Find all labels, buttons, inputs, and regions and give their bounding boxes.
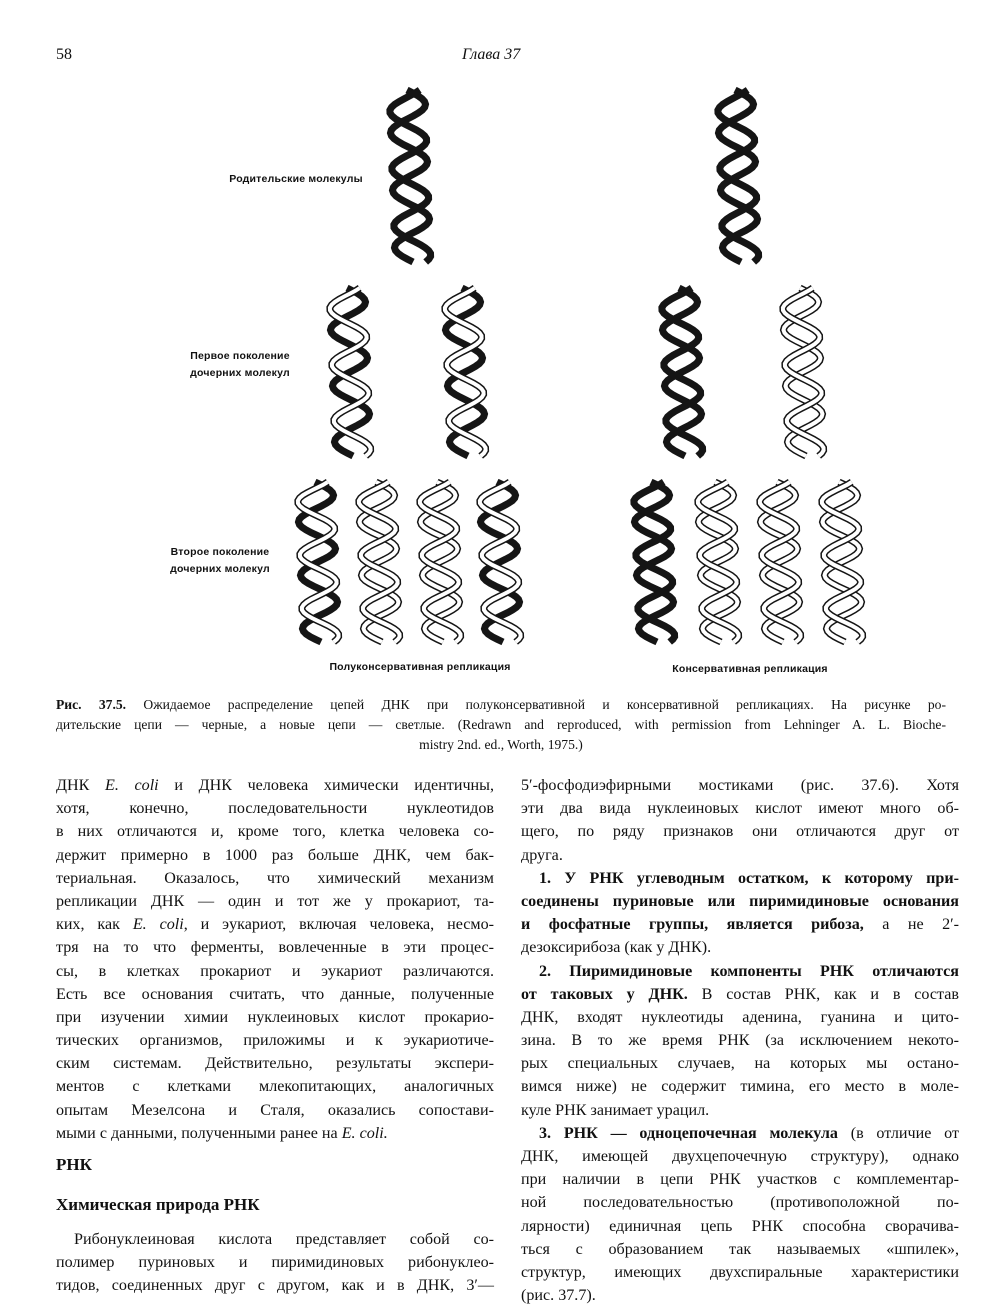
caption-text-1: Ожидаемое распределение цепей ДНК при полуконсервативной и консервативной репликациях. На рисунке ро- — [143, 697, 946, 712]
text-line: ться с образованием так называемых «шпилек», — [521, 1240, 959, 1258]
text-line: держит примерно в 1000 раз больше ДНК, чем бак- — [56, 846, 494, 864]
text-line: 2. Пиримидиновые компоненты РНК отличаются — [539, 962, 959, 980]
helix-parent-semi — [390, 90, 431, 262]
text-line: полимер пуриновых и пиримидиновых рибонуклео- — [56, 1254, 494, 1272]
italic-e-coli: E. coli. — [341, 1124, 388, 1142]
right-column — [521, 774, 959, 1307]
text-line: соединены пуриновые или пиримидиновые основания — [521, 892, 959, 910]
subsection-heading-chemical-nature: Химическая природа РНК — [56, 1195, 260, 1214]
text-line: опытам Мезелсона и Сталя, оказались сопостави- — [56, 1101, 494, 1119]
text-line: ной последовательностью (противоположной по- — [521, 1194, 959, 1212]
helix-gen1-cons-2 — [783, 288, 824, 456]
figure-caption — [56, 695, 946, 755]
text-line: при изучении химии нуклеиновых кислот прокарио- — [56, 1008, 494, 1026]
text-line: репликации ДНК — один и тот же у прокариот, та- — [56, 892, 494, 910]
caption-label: Рис. 37.5. — [56, 697, 127, 712]
dna-helix-diagram — [0, 80, 998, 685]
text-line: 5′-фосфодиэфирными мостиками (рис. 37.6). Хотя — [521, 777, 959, 794]
text-line: рых специальных случаев, на которых мы остано- — [521, 1055, 959, 1073]
bold-fragment: от таковых у ДНК. — [521, 985, 688, 1003]
text-line: ДНК, имеющей двухцепочечную структуру), однако — [521, 1148, 959, 1165]
text-line: ких, как E. coli, и эукариот, включая человека, несмо- — [56, 916, 494, 934]
helix-gen2-cons-3 — [760, 482, 801, 642]
label-parent-molecules: Родительские молекулы — [229, 173, 363, 185]
text-line: ДНК, входят нуклеотиды аденина, гуанина и цито- — [521, 1008, 959, 1026]
text-line: ским системам. Действительно, результаты экспери- — [56, 1055, 494, 1073]
bold-fragment: 3. РНК — одноцепочечная молекула — [539, 1124, 838, 1142]
label-second-generation-line1: Второе поколение — [170, 546, 270, 558]
label-first-generation — [150, 348, 330, 382]
label-first-generation-line2: дочерних молекул — [190, 367, 290, 379]
label-conservative: Консервативная репликация — [672, 663, 828, 675]
text-line: сы, в клетках прокариот и эукариот различаются. — [56, 962, 494, 980]
helix-gen2-semi-3 — [420, 482, 461, 642]
text-line: зина. В то же время РНК (за исключением некото- — [521, 1032, 959, 1050]
text-line: дезоксирибоза (как у ДНК). — [521, 939, 712, 957]
text-line: хотя, конечно, последовательности нуклеотидов — [56, 800, 494, 818]
text-line: 1. У РНК углеводным остатком, к которому при- — [539, 869, 959, 887]
text-line: тря на то что ферменты, вовлеченные в эти процес- — [56, 939, 494, 957]
caption-line-2: дительские цепи — черные, а новые цепи — светлые. (Redrawn and reproduced, with permission from Lehninger A. L. Bioche- — [56, 717, 946, 732]
text-line: 3. РНК — одноцепочечная молекула (в отличие от — [539, 1124, 959, 1142]
helix-gen2-cons-4 — [822, 482, 863, 642]
helix-gen2-cons-1 — [634, 482, 675, 642]
helix-gen2-semi-2 — [359, 482, 400, 642]
italic-e-coli: E. coli — [105, 777, 159, 794]
label-second-generation — [130, 544, 310, 578]
text-line: (рис. 37.7). — [521, 1287, 596, 1305]
text-line: лярности) единичная цепь РНК способна сворачива- — [521, 1217, 959, 1235]
figure-37-5 — [0, 80, 998, 685]
section-heading-rna: РНК — [56, 1155, 92, 1174]
page-number: 58 — [56, 46, 72, 63]
italic-e-coli: E. coli — [132, 916, 184, 934]
helix-gen1-cons-1 — [662, 288, 703, 456]
bold-fragment: и фосфатные группы, является рибоза, — [521, 916, 864, 934]
chapter-title: Глава 37 — [462, 46, 521, 63]
left-column — [56, 774, 494, 1298]
text-line: тидов, соединенных друг с другом, как и в ДНК, 3′— — [56, 1277, 494, 1295]
label-semiconservative: Полуконсервативная репликация — [329, 661, 511, 673]
text-line: от таковых у ДНК. В состав РНК, как и в состав — [521, 985, 959, 1003]
text-line: эти два вида нуклеиновых кислот имеют много об- — [521, 800, 959, 818]
text-line: при наличии в цепи РНК участков с комплементар- — [521, 1171, 959, 1189]
text-line: ДНК E. coli и ДНК человека химически идентичны, — [56, 777, 494, 794]
helix-gen1-semi-1 — [330, 288, 371, 456]
text-line: тических организмов, приложимы и к эукариотиче- — [56, 1032, 494, 1050]
text-line: и фосфатные группы, является рибоза, а не 2′- — [521, 916, 959, 934]
text-line: вимся ниже) не содержит тимина, его место в моле- — [521, 1078, 959, 1096]
label-first-generation-line1: Первое поколение — [190, 350, 290, 362]
helix-gen2-semi-4 — [480, 482, 521, 642]
helix-gen1-semi-2 — [445, 288, 486, 456]
text-line: Есть все основания считать, что данные, полученные — [56, 985, 494, 1003]
caption-line-1 — [56, 695, 946, 715]
text-line: териальная. Оказалось, что химический механизм — [56, 869, 494, 887]
text-line: куле РНК занимает урацил. — [521, 1101, 710, 1119]
text-line: ментов с клетками млекопитающих, аналогичных — [56, 1078, 494, 1096]
caption-line-3: mistry 2nd. ed., Worth, 1975.) — [419, 737, 583, 752]
text-line: мыми с данными, полученными ранее на E. coli. — [56, 1124, 388, 1142]
text-line: щего, по ряду признаков они отличаются друг от — [521, 823, 959, 841]
text-line: Рибонуклеиновая кислота представляет собой со- — [74, 1231, 494, 1248]
text-line: структур, имеющих двухспиральные характеристики — [521, 1263, 959, 1281]
label-second-generation-line2: дочерних молекул — [170, 563, 270, 575]
helix-parent-conservative — [718, 90, 759, 262]
text-line: в них отличаются и, кроме того, клетка человека со- — [56, 823, 494, 841]
helix-gen2-cons-2 — [698, 482, 739, 642]
text-line: друга. — [521, 846, 563, 864]
